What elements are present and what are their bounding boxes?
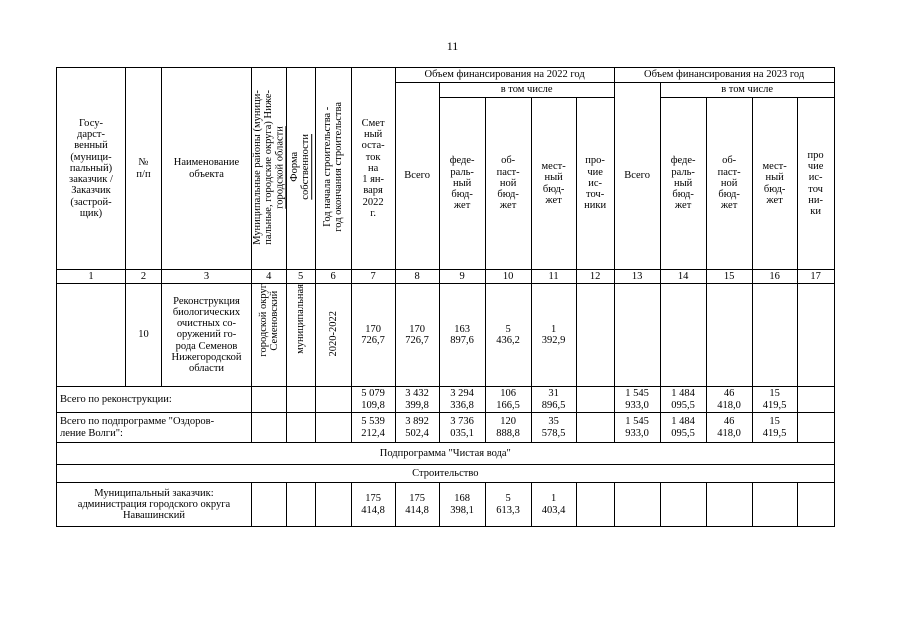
table-row-total-subprogram [57,413,835,443]
total-reconstruction-label: Всего по реконструкции: [57,387,252,413]
object-total-2022: 170 726,7 [395,284,439,387]
col-num: 10 [485,270,531,284]
col-num: 7 [351,270,395,284]
col-num: 11 [531,270,576,284]
col-num: 17 [797,270,834,284]
value: 1 545 933,0 [614,387,660,413]
value: 1 545 933,0 [614,413,660,443]
value: 3 736 035,1 [439,413,485,443]
funding-table [56,67,835,527]
value: 168 398,1 [439,483,485,527]
header-including-2023: в том числе [660,83,834,98]
object-district: городской округ Семеновский [252,284,287,387]
col-num: 6 [315,270,351,284]
value: 1 403,4 [531,483,576,527]
header-num: № п/п [126,68,162,270]
table-row-total-reconstruction [57,387,835,413]
object-number: 10 [126,284,162,387]
value: 3 892 502,4 [395,413,439,443]
header-regional-2023: об- паст- ной бюд- жет [706,98,752,270]
header-customer: Госу- дарст- венный (муници- пальный) заказчик / Заказчик (застрой- щик) [57,68,126,270]
header-years: Год начала строительства - год окончания строительства [315,68,351,270]
header-total-2022: Всего [395,83,439,270]
header-including-2022: в том числе [439,83,614,98]
value: 15 419,5 [752,413,797,443]
col-num: 3 [162,270,252,284]
subprogram-title: Подпрограмма "Чистая вода" [57,443,835,465]
col-num: 8 [395,270,439,284]
header-estimate: Смет ный оста- ток на 1 ян- варя 2022 г. [351,68,395,270]
page-number: 11 [446,39,459,53]
value: 3 294 336,8 [439,387,485,413]
header-local-2022: мест- ный бюд- жет [531,98,576,270]
col-num: 13 [614,270,660,284]
table-row-customer [57,483,835,527]
header-object-name: Наименование объекта [162,68,252,270]
value: 106 166,5 [485,387,531,413]
value: 15 419,5 [752,387,797,413]
value: 1 484 095,5 [660,387,706,413]
customer-label: Муниципальный заказчик: администрация городского округа Навашинский [57,483,252,527]
value: 3 432 399,8 [395,387,439,413]
col-num: 16 [752,270,797,284]
col-num: 14 [660,270,706,284]
col-num: 1 [57,270,126,284]
value: 1 484 095,5 [660,413,706,443]
col-num: 15 [706,270,752,284]
header-federal-2023: феде- раль- ный бюд- жет [660,98,706,270]
col-num: 4 [252,270,287,284]
object-estimate: 170 726,7 [351,284,395,387]
value: 35 578,5 [531,413,576,443]
col-num: 5 [286,270,315,284]
object-local-2022: 1 392,9 [531,284,576,387]
value: 5 079 109,8 [351,387,395,413]
value: 175 414,8 [351,483,395,527]
object-ownership: муниципальная [286,284,315,387]
total-subprogram-label: Всего по подпрограмме "Оздоров- ление Волги": [57,413,252,443]
col-num: 9 [439,270,485,284]
object-regional-2022: 5 436,2 [485,284,531,387]
header-districts: Муниципальные районы (муници- пальные, городские округа) Ниже- городской области [252,68,287,270]
header-other-2023: про чие ис- точ ни- ки [797,98,834,270]
header-local-2023: мест- ный бюд- жет [752,98,797,270]
value: 5 539 212,4 [351,413,395,443]
subprogram-row [57,443,835,465]
object-federal-2022: 163 897,6 [439,284,485,387]
value: 5 613,3 [485,483,531,527]
header-regional-2022: об- паст- ной бюд- жет [485,98,531,270]
header-federal-2022: феде- раль- ный бюд- жет [439,98,485,270]
col-num: 2 [126,270,162,284]
col-num: 12 [576,270,614,284]
value: 120 888,8 [485,413,531,443]
header-funding-2022: Объем финансирования на 2022 год [395,68,614,83]
header-other-2022: про- чие ис- точ- ники [576,98,614,270]
section-title: Строительство [57,465,835,483]
value: 31 896,5 [531,387,576,413]
value: 46 418,0 [706,413,752,443]
object-name: Реконструкция биологических очистных со- оружений го- рода Семенов Нижегородской области [162,284,252,387]
value: 46 418,0 [706,387,752,413]
header-funding-2023: Объем финансирования на 2023 год [614,68,834,83]
header-ownership: Форма собственности [286,68,315,270]
section-row [57,465,835,483]
table-row [57,284,835,387]
column-numbers-row [57,270,835,284]
object-years: 2020-2022 [315,284,351,387]
value: 175 414,8 [395,483,439,527]
header-total-2023: Всего [614,83,660,270]
